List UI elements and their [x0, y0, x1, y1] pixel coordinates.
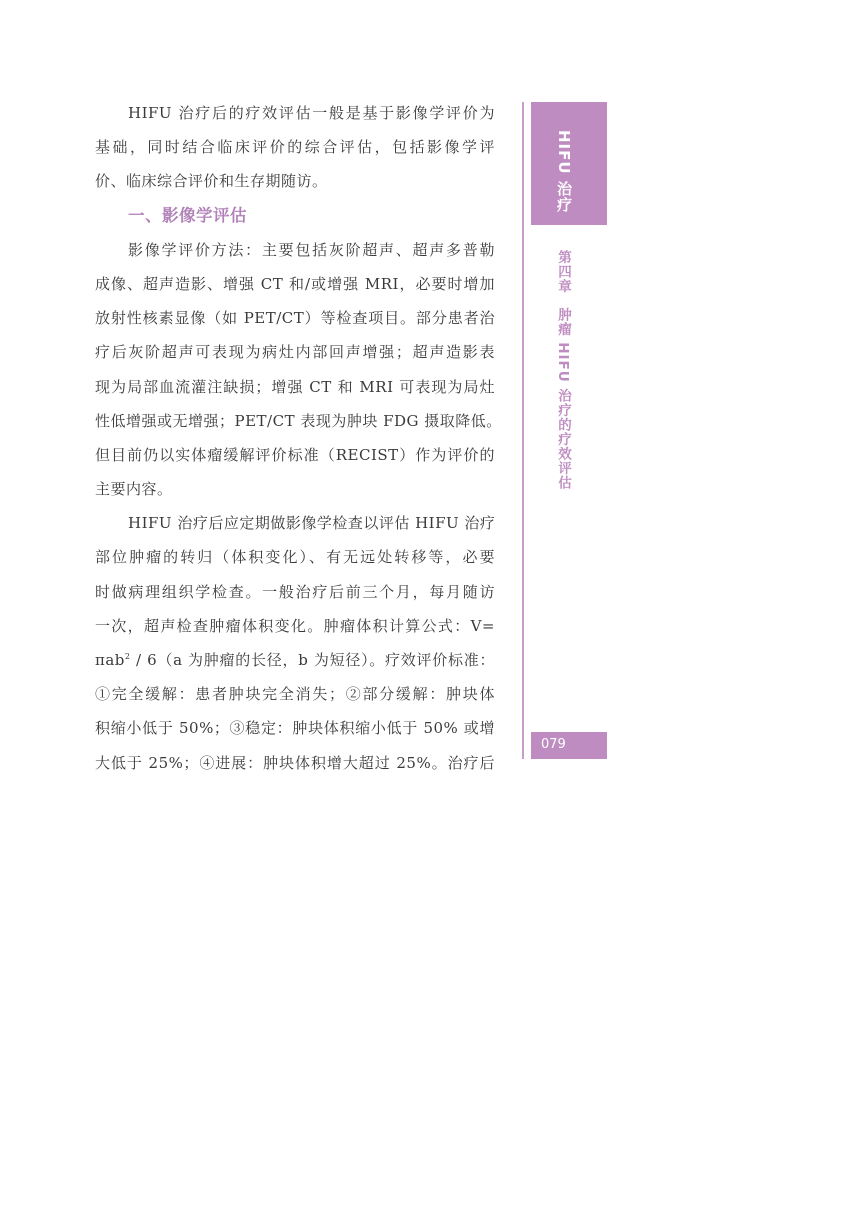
paragraph-line: ①完全缓解：患者肿块完全消失；②部分缓解：肿块体: [95, 685, 495, 704]
paragraph-line: 放射性核素显像（如 PET/CT）等检查项目。部分患者治: [95, 309, 495, 328]
paragraph-line: 但目前仍以实体瘤缓解评价标准（RECIST）作为评价的: [95, 445, 495, 464]
paragraph-line: 疗后灰阶超声可表现为病灶内部回声增强；超声造影表: [95, 343, 495, 362]
paragraph-line: 大低于 25%；④进展：肿块体积增大超过 25%。治疗后: [95, 753, 495, 772]
paragraph-line: 基础，同时结合临床评价的综合评估，包括影像学评: [95, 138, 495, 157]
paragraph-line: 成像、超声造影、增强 CT 和/或增强 MRI，必要时增加: [95, 274, 495, 293]
vertical-divider: [522, 102, 524, 759]
paragraph-line: HIFU 治疗后的疗效评估一般是基于影像学评价为: [128, 104, 495, 122]
formula-text: πab: [95, 651, 125, 669]
paragraph-line: 现为局部血流灌注缺损；增强 CT 和 MRI 可表现为局灶: [95, 377, 495, 396]
paragraph-line: 主要内容。: [95, 480, 173, 499]
chapter-title: 肿瘤 HIFU 治疗的疗效评估: [555, 307, 571, 490]
chapter-number: 第四章: [555, 250, 571, 294]
paragraph-line: 部位肿瘤的转归（体积变化）、有无远处转移等，必要: [95, 548, 495, 567]
paragraph-line: 价、临床综合评价和生存期随访。: [95, 172, 328, 191]
formula-line: [95, 643, 495, 677]
paragraph-line: 性低增强或无增强；PET/CT 表现为肿块 FDG 摄取降低。: [95, 411, 502, 430]
chapter-label: [555, 250, 571, 490]
sidebar-tab-label: HIFU 治疗: [555, 130, 573, 213]
paragraph-line: 影像学评价方法：主要包括灰阶超声、超声多普勒: [128, 240, 495, 259]
paragraph-line: HIFU 治疗后应定期做影像学检查以评估 HIFU 治疗: [128, 514, 496, 533]
paragraph-line: 时做病理组织学检查。一般治疗后前三个月，每月随访: [95, 582, 495, 601]
formula-text: / 6（a 为肿瘤的长径，b 为短径）。疗效评价标准：: [130, 651, 495, 669]
paragraph-line: 一次，超声检查肿瘤体积变化。肿瘤体积计算公式：V=: [95, 616, 495, 635]
sidebar-tab: [531, 102, 607, 225]
page-number: 079: [541, 737, 566, 752]
paragraph-line: 积缩小低于 50%；③稳定：肿块体积缩小低于 50% 或增: [95, 719, 495, 738]
page-number-tab: [531, 732, 607, 759]
formula-superscript: 2: [124, 652, 131, 661]
body-text: [95, 96, 502, 780]
section-heading: 一、影像学评估: [128, 205, 247, 225]
